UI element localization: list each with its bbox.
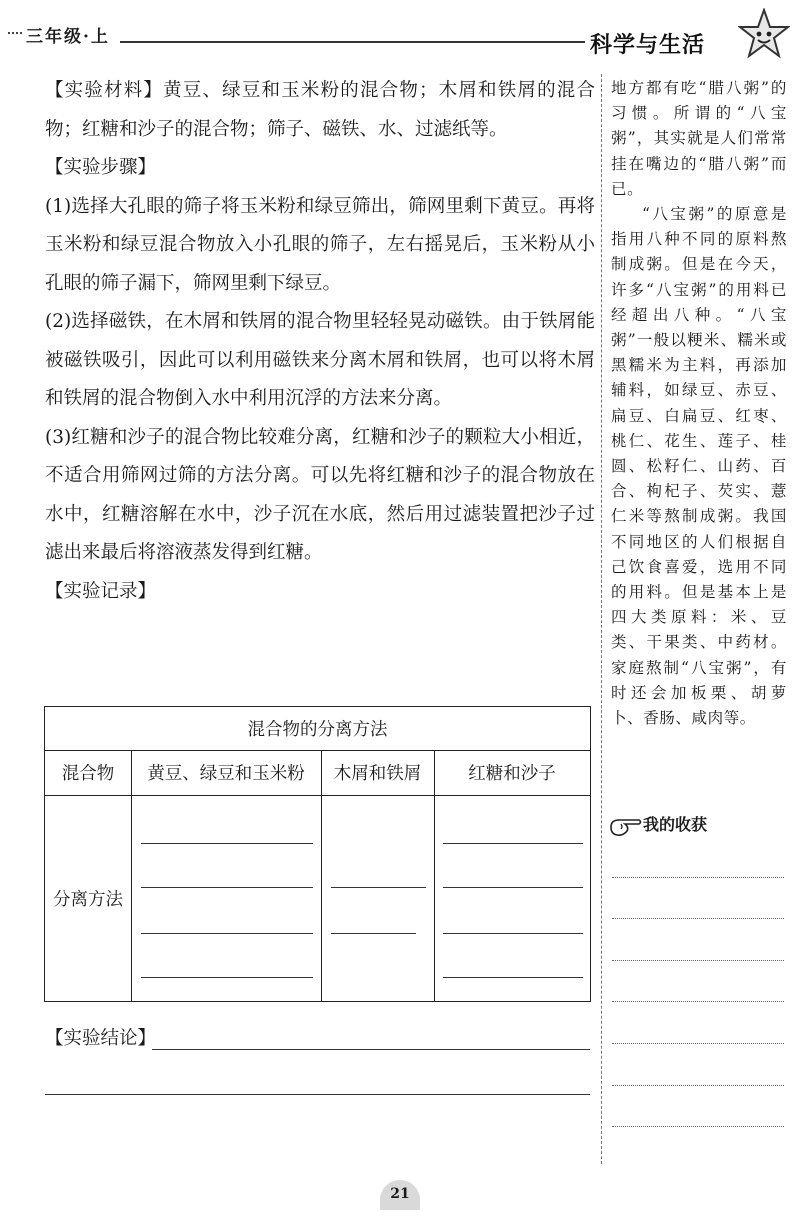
sidebar-paragraph: “八宝粥”的原意是指用八种不同的原料熬制成粥。但是在今天，许多“八宝粥”的用料已经超出八种。“八宝粥”一般以粳米、糯米或黑糯米为主料，再添加辅料，如绿豆、赤豆、扁豆、白扁豆、红枣、桃仁、花生、莲子、桂圆、松籽仁、山药、百合、枸杞子、芡实、薏仁米等熬制成粥。我国不同地区的人们根据自己饮食喜爱，选用不同的用料。但是基本上是四大类原料：米、豆类、干果类、中药材。家庭熬制“八宝粥”，有时还会加板栗、胡萝卜、香肠、咸肉等。 xyxy=(611,205,787,728)
dots-ornament-icon xyxy=(8,32,22,44)
star-mascot-icon xyxy=(738,8,790,60)
conclusion-label: 【实验结论】 xyxy=(45,1028,157,1049)
notes-line[interactable] xyxy=(612,1126,784,1127)
row-label-method: 分离方法 xyxy=(53,890,123,910)
page-number: 21 xyxy=(380,1180,420,1210)
step-3: (3)红糖和沙子的混合物比较难分离，红糖和沙子的颗粒大小相近，不适合用筛网过筛的方法分离。可以先将红糖和沙子的混合物放在水中，红糖溶解在水中，沙子沉在水底，然后用过滤装置把沙子过滤出来最后将溶液蒸发得到红糖。 xyxy=(45,426,595,563)
main-content xyxy=(45,72,595,611)
materials-label: 【实验材料】 xyxy=(45,80,164,101)
notes-line[interactable] xyxy=(612,960,784,961)
answer-blank[interactable] xyxy=(443,887,583,888)
harvest-label: 我的收获 xyxy=(643,815,708,834)
sidebar-paragraph: 地方都有吃“腊八粥”的习惯。所谓的“八宝粥”，其实就是人们常常挂在嘴边的“腊八粥”而已。 xyxy=(611,79,787,198)
sidebar-divider xyxy=(601,74,602,1164)
notes-line[interactable] xyxy=(612,1001,784,1002)
answer-blank[interactable] xyxy=(141,933,313,934)
sidebar-reading xyxy=(611,76,787,731)
materials-text: 黄豆、绿豆和玉米粉的混合物；木屑和铁屑的混合物；红糖和沙子的混合物；筛子、磁铁、水、过滤纸等。 xyxy=(45,80,595,140)
header-rule xyxy=(120,41,585,43)
harvest-heading xyxy=(609,812,707,837)
separation-table xyxy=(44,706,591,1002)
grade-label xyxy=(8,22,110,47)
record-heading: 【实验记录】 xyxy=(45,580,157,602)
header-cell-beans: 黄豆、绿豆和玉米粉 xyxy=(147,764,305,784)
answer-blank[interactable] xyxy=(331,887,426,888)
answer-blank[interactable] xyxy=(141,887,313,888)
notes-line[interactable] xyxy=(612,1043,784,1044)
conclusion-blank[interactable] xyxy=(45,1094,590,1095)
steps-heading: 【实验步骤】 xyxy=(45,157,157,178)
step-1: (1)选择大孔眼的筛子将玉米粉和绿豆筛出，筛网里剩下黄豆。再将玉米粉和绿豆混合物放入小孔眼的筛子，左右摇晃后，玉米粉从小孔眼的筛子漏下，筛网里剩下绿豆。 xyxy=(45,195,595,294)
answer-blank[interactable] xyxy=(443,933,583,934)
page-header xyxy=(0,0,800,70)
header-cell-sugar-sand: 红糖和沙子 xyxy=(468,764,556,784)
answer-blank[interactable] xyxy=(141,977,313,978)
notes-line[interactable] xyxy=(612,1085,784,1086)
answer-blank[interactable] xyxy=(443,977,583,978)
answer-blank[interactable] xyxy=(331,933,416,934)
notes-line[interactable] xyxy=(612,918,784,919)
table-title: 混合物的分离方法 xyxy=(247,720,388,740)
notes-line[interactable] xyxy=(612,877,784,878)
materials-paragraph xyxy=(45,72,595,149)
answer-blank[interactable] xyxy=(141,843,313,844)
book-title: 科学与生活 xyxy=(590,33,706,58)
answer-blank[interactable] xyxy=(443,843,583,844)
grade-text: 三年级·上 xyxy=(26,27,110,47)
pointing-hand-icon xyxy=(609,815,643,837)
conclusion-blank[interactable] xyxy=(152,1049,590,1050)
step-2: (2)选择磁铁，在木屑和铁屑的混合物里轻轻晃动磁铁。由于铁屑能被磁铁吸引，因此可以利用磁铁来分离木屑和铁屑，也可以将木屑和铁屑的混合物倒入水中利用沉浮的方法来分离。 xyxy=(45,311,595,409)
header-cell-wood-iron: 木屑和铁屑 xyxy=(333,764,422,784)
header-cell-mixture: 混合物 xyxy=(61,764,115,784)
